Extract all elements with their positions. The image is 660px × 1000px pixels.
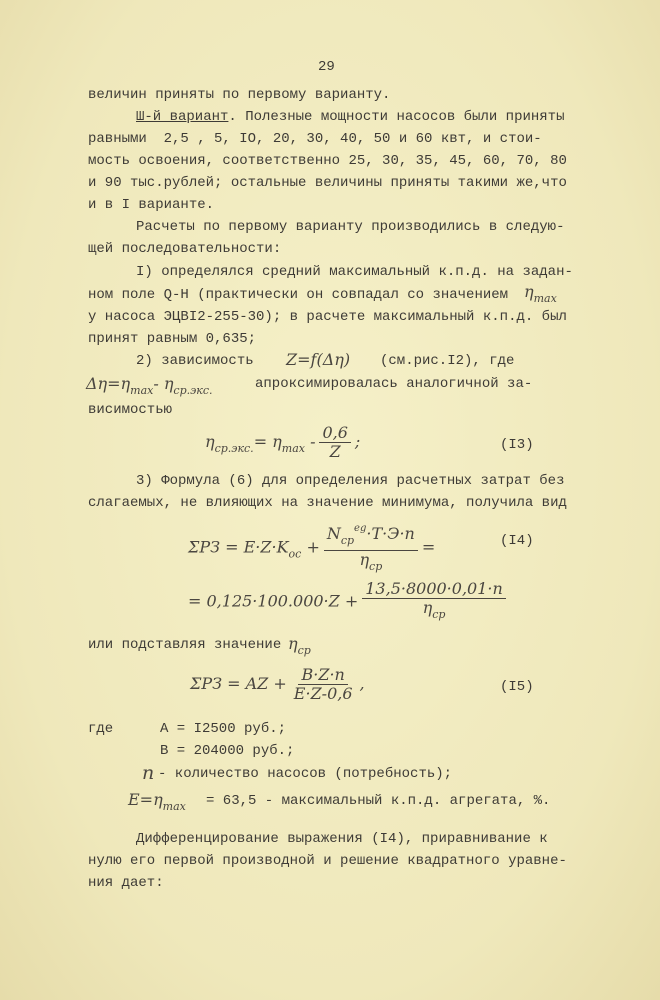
text-line: слагаемых, не влияющих на значение минимума, получила вид — [88, 495, 567, 511]
text-line: = 63,5 - максимальный к.п.д. агрегата, %. — [206, 793, 551, 809]
text-line: ном поле Q-H (практически он совпадал со значением — [88, 287, 509, 303]
text-line: Расчеты по первому варианту производились в следую- — [136, 219, 565, 235]
eta-max-handwritten: $\eta_{max}$ — [524, 282, 557, 305]
formula-delta-eta: $\Delta\eta=\eta_{max}-$ $\eta_{ср.экс.}$ — [86, 374, 213, 397]
formula-14: $\Sigma PЗ = E\cdot Z\cdot K_{ос}$ + $\frac{N_{ср}^{eg}\cdot T\cdot Э\cdot n}{\eta_{ср}}$ = — [188, 520, 435, 576]
text-line: висимостью — [88, 402, 173, 418]
page-number: 29 — [318, 59, 335, 75]
formula-14-substituted: = 0,125·100.000·Z + $\frac{13,5\cdot 8000\cdot 0,01\cdot n}{\eta_{ср}}$ — [188, 580, 510, 624]
text-line: - количество насосов (потребность); — [158, 766, 453, 782]
equation-number: (I5) — [500, 679, 534, 695]
text-line: ния дает: — [88, 875, 164, 891]
text-line: апроксимировалась аналогичной за- — [255, 376, 533, 392]
n-handwritten: n — [142, 762, 155, 784]
formula-15: ΣPЗ = AZ + $\frac{B\cdot Z\cdot n}{E\cdot Z-0,6}$ , — [190, 665, 365, 703]
text-line: принят равным 0,635; — [88, 331, 257, 347]
text-line: где — [88, 721, 114, 737]
text-line: у насоса ЭЦВI2-255-30); в расчете максимальный к.п.д. был — [88, 309, 567, 325]
text-line: 3) Формула (6) для определения расчетных затрат без — [136, 473, 565, 489]
equation-number: (I3) — [500, 437, 534, 453]
text-line: равными 2,5 , 5, IO, 20, 30, 40, 50 и 60 квт, и стои- — [88, 131, 542, 147]
text-span: . Полезные мощности насосов были приняты — [228, 109, 565, 125]
text-line — [136, 108, 564, 126]
text-line: B = 204000 руб.; — [160, 743, 295, 759]
text-line: или подставляя значение — [88, 637, 282, 653]
formula-13: $\eta_{ср.экс.}= \eta_{max}$ - $\frac{0,6}{Z}$ ; — [205, 423, 361, 461]
text-line: нулю его первой производной и решение квадратного уравне- — [88, 853, 567, 869]
equation-number: (I4) — [500, 533, 534, 549]
variant-heading: Ш-й вариант — [136, 109, 229, 125]
text-line: I) определялся средний максимальный к.п.д. на задан- — [136, 264, 573, 280]
e-eta-max-handwritten: $E=\eta_{max}$ — [128, 790, 186, 813]
text-line: 2) зависимость — [136, 353, 254, 369]
text-line: мость освоения, соответственно 25, 30, 35, 45, 60, 70, 80 — [88, 153, 567, 169]
text-line: (см.рис.I2), где — [380, 353, 515, 369]
text-line: и 90 тыс.рублей; остальные величины приняты такими же,что — [88, 175, 567, 191]
eta-cp-handwritten: $\eta_{ср}$ — [288, 634, 311, 657]
text-line: A = I2500 руб.; — [160, 721, 287, 737]
text-line: Дифференцирование выражения (I4), приравнивание к — [136, 831, 548, 847]
text-line: величин приняты по первому варианту. — [88, 87, 391, 103]
text-line: и в I варианте. — [88, 197, 215, 213]
text-line: щей последовательности: — [88, 241, 282, 257]
formula-z-of-delta-eta: Z=f(Δη) — [286, 350, 351, 369]
